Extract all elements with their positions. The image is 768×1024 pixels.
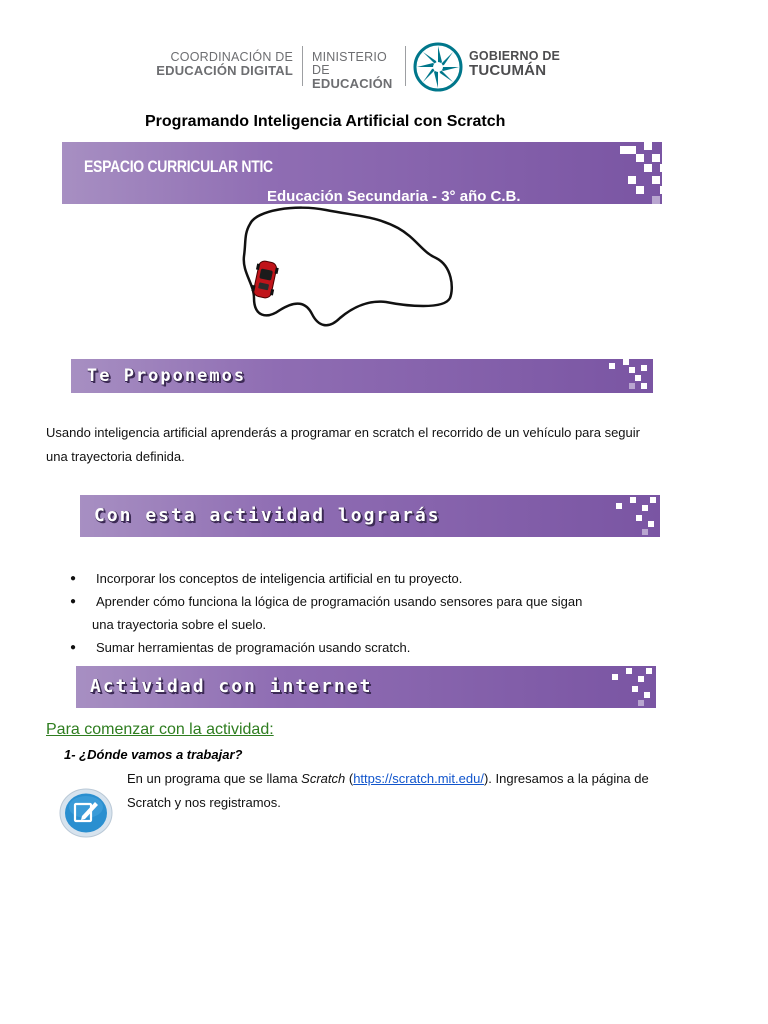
list-item [70, 567, 710, 590]
scratch-text-before: En un programa que se llama [127, 771, 302, 786]
scratch-text-open: ( [345, 771, 354, 786]
bullet-text: Incorporar los conceptos de inteligencia artificial en tu proyecto. [96, 571, 463, 586]
logo-coordinacion-line1: COORDINACIÓN DE [170, 50, 293, 64]
actividad-internet-banner [76, 666, 656, 708]
proponemos-paragraph [46, 421, 746, 469]
list-item [70, 590, 710, 613]
curricular-banner [62, 142, 662, 204]
logo-coordinacion [152, 51, 293, 78]
curricular-banner-subtitle: Educación Secundaria - 3° año C.B. [267, 188, 521, 205]
scratch-text-italic: Scratch [301, 771, 346, 786]
car-icon [251, 260, 280, 300]
logo-ministerio [312, 51, 400, 91]
logo-divider [302, 46, 303, 86]
logo-divider-2 [405, 46, 406, 86]
logo-gobierno-line1: GOBIERNO DE [469, 49, 561, 63]
logo-gobierno [469, 50, 560, 79]
bullet-text: una trayectoria sobre el suelo. [92, 617, 267, 632]
question-heading: 1- ¿Dónde vamos a trabajar? [64, 747, 243, 762]
te-proponemos-banner [71, 359, 653, 393]
actividad-lograras-label: Con esta actividad lograrás [94, 505, 441, 526]
scratch-link[interactable]: https://scratch.mit.edu/ [353, 771, 484, 786]
logo-coordinacion-line2: EDUCACIÓN DIGITAL [156, 63, 293, 79]
bullet-icon: ● [70, 642, 77, 653]
bullet-text: Sumar herramientas de programación usando scratch. [96, 640, 411, 655]
pixel-decoration [616, 495, 660, 537]
gobierno-seal-icon [413, 42, 463, 92]
bullet-icon: ● [70, 573, 77, 584]
pixel-decoration [612, 666, 656, 708]
bullet-icon: ● [70, 596, 77, 607]
pixel-decoration [620, 142, 668, 204]
section-heading: Para comenzar con la actividad: [46, 721, 274, 738]
list-item [70, 636, 710, 659]
scratch-paragraph [127, 767, 747, 815]
logo-gobierno-line2: TUCUMÁN [469, 62, 547, 80]
scratch-paragraph-line2: Scratch y nos registramos. [127, 795, 281, 810]
list-item-continuation [70, 613, 710, 636]
logo-ministerio-line2: EDUCACIÓN [312, 76, 393, 92]
edit-icon [58, 787, 114, 839]
curricular-banner-label: ESPACIO CURRICULAR NTIC [84, 156, 273, 176]
scratch-text-after: ). Ingresamos a la página de [483, 771, 649, 786]
lograras-list [70, 567, 710, 659]
pixel-decoration [609, 359, 653, 393]
logo-ministerio-line1: MINISTERIO DE [312, 50, 387, 78]
proponemos-line1: Usando inteligencia artificial aprenderás a programar en scratch el recorrido de un vehículo para seguir [46, 425, 640, 440]
te-proponemos-label: Te Proponemos [87, 366, 247, 386]
car-track-illustration [236, 202, 458, 336]
scratch-paragraph-line1 [127, 767, 747, 791]
bullet-text: Aprender cómo funciona la lógica de programación usando sensores para que sigan [96, 594, 583, 609]
actividad-internet-label: Actividad con internet [90, 676, 373, 697]
page-title: Programando Inteligencia Artificial con Scratch [145, 113, 506, 130]
actividad-lograras-banner [80, 495, 660, 537]
proponemos-line2: una trayectoria definida. [46, 449, 185, 464]
